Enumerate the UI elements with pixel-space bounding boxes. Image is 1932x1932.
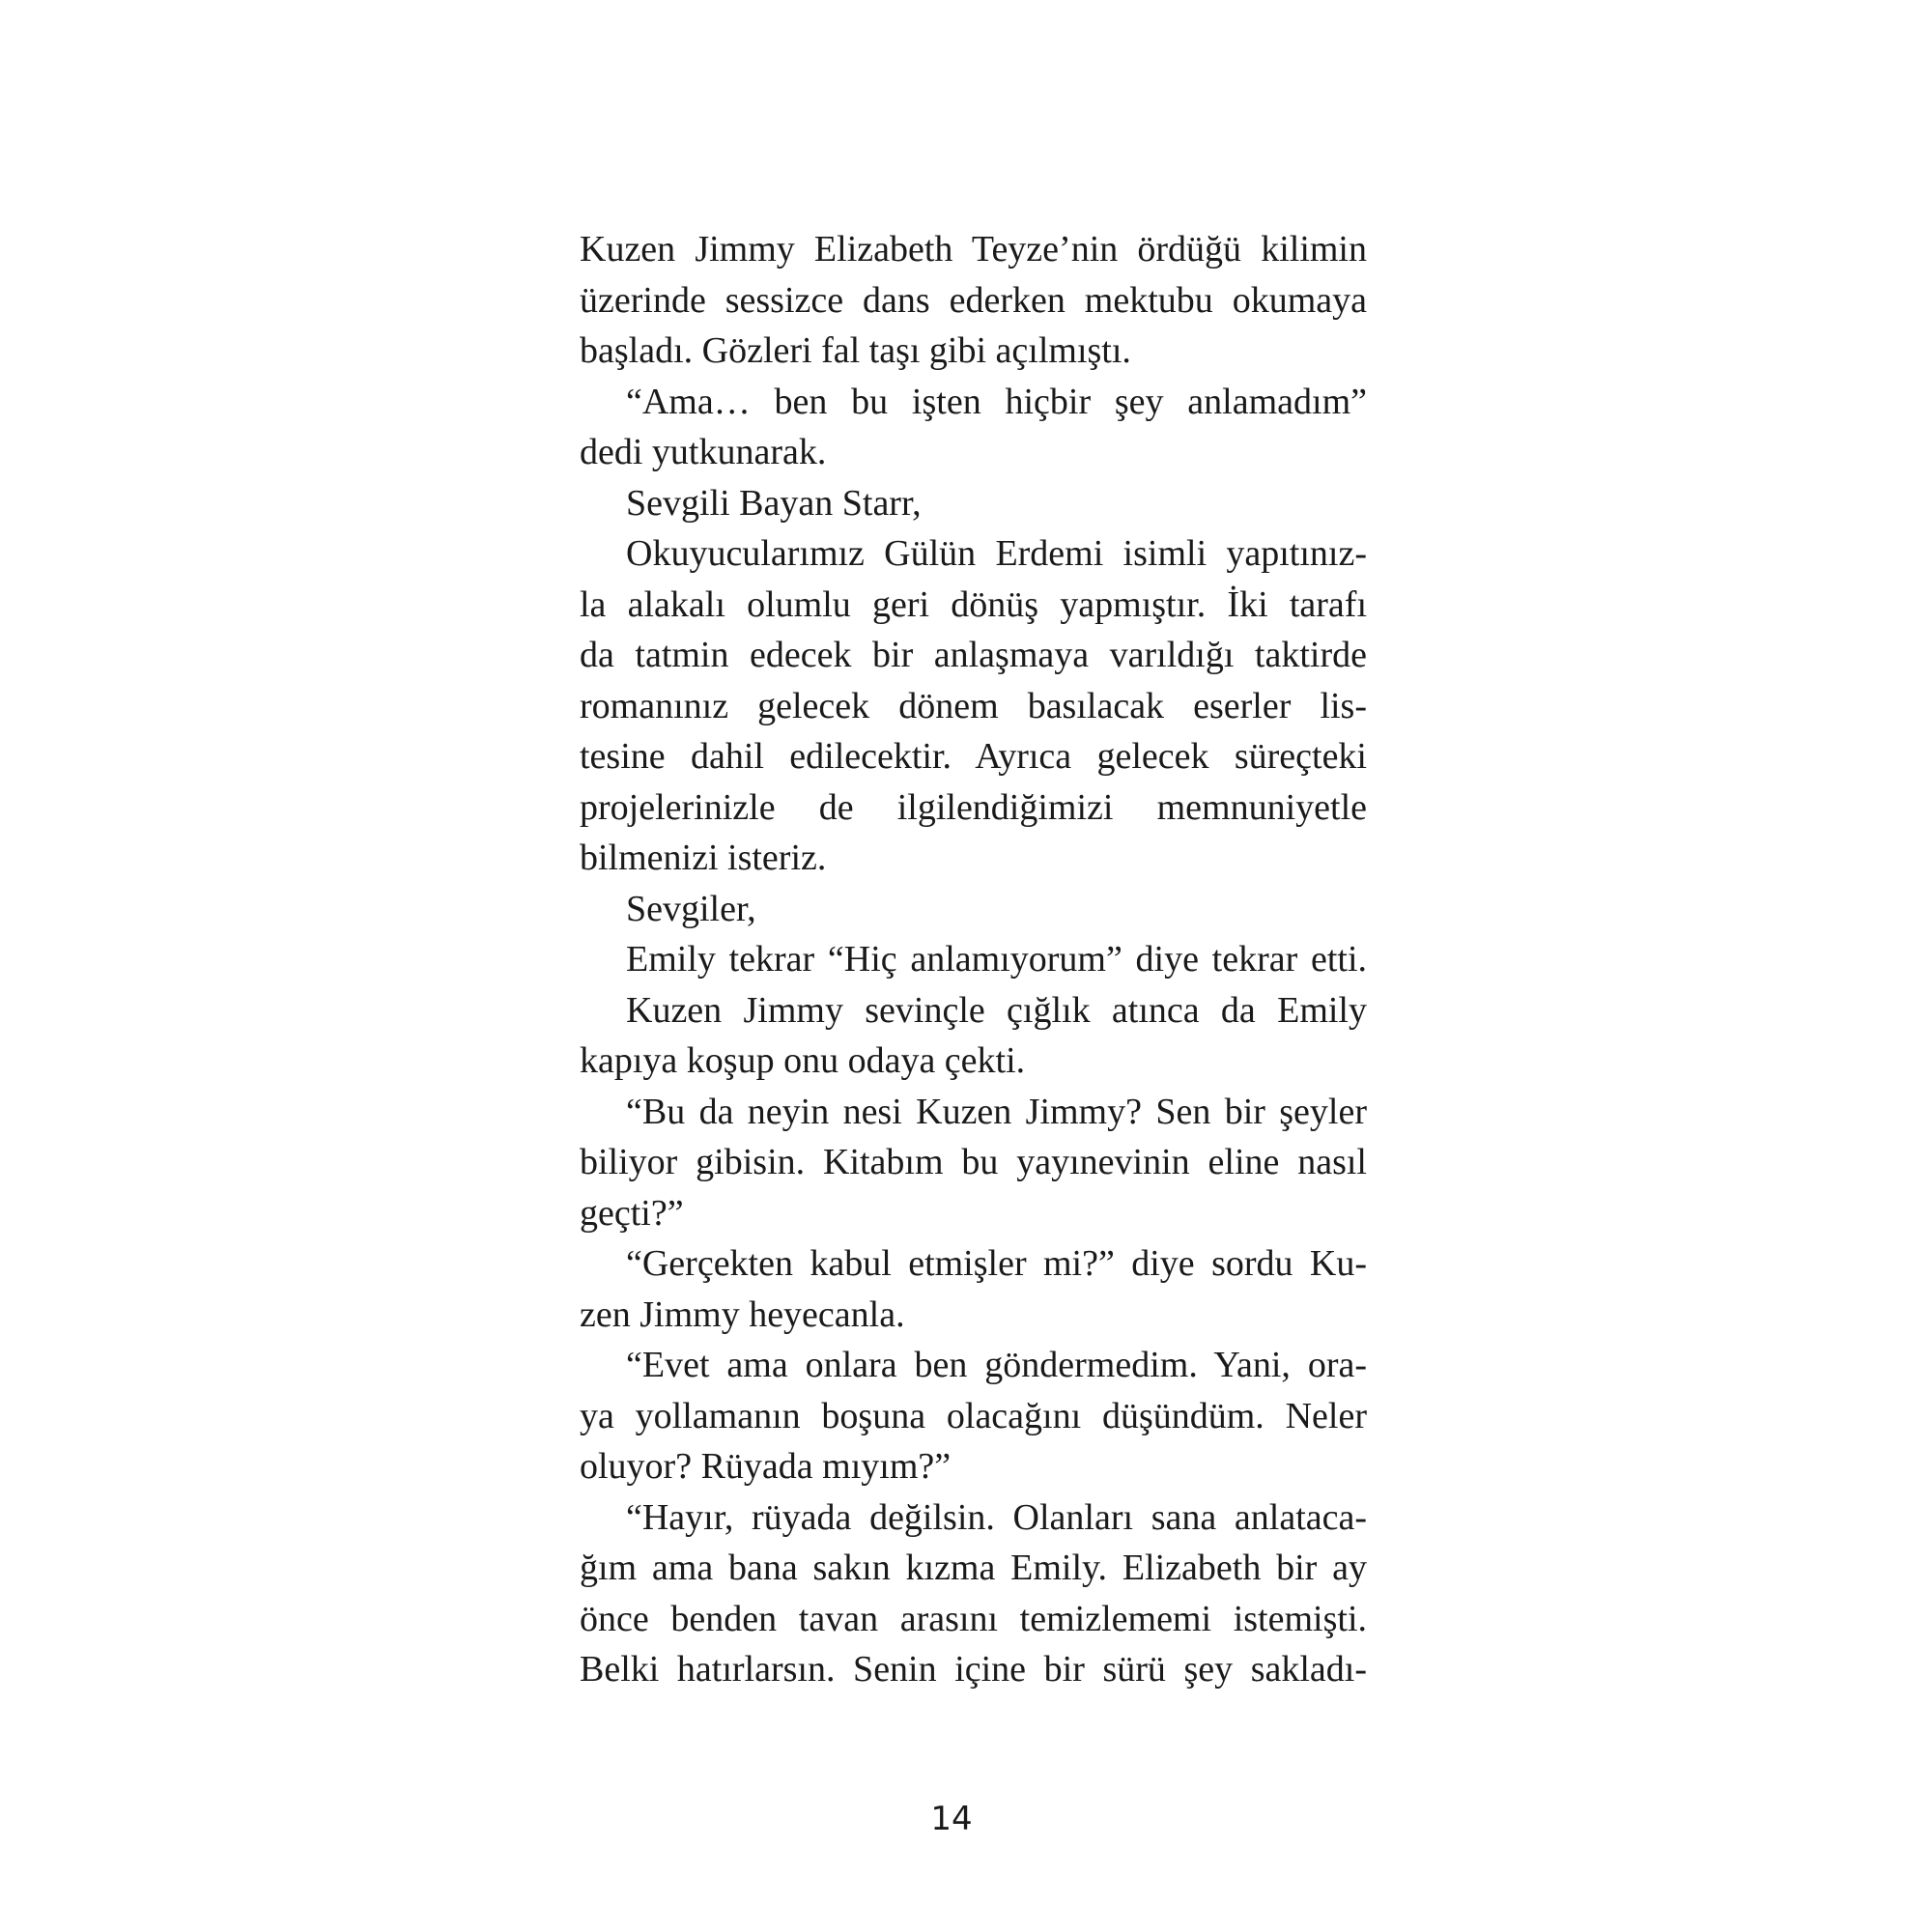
- page-number: 14: [930, 1800, 973, 1838]
- text-line: zen Jimmy heyecanla.: [580, 1293, 905, 1335]
- text-line: biliyor gibisin. Kitabım bu yayınevinin eline nasıl: [580, 1142, 1367, 1182]
- text-line: da tatmin edecek bir anlaşmaya varıldığı taktirde: [580, 635, 1367, 675]
- text-line: Sevgili Bayan Starr,: [626, 482, 922, 524]
- text-line: “Evet ama onlara ben göndermedim. Yani, ora-: [626, 1345, 1367, 1385]
- text-line: Okuyucularımız Gülün Erdemi isimli yapıtınız-: [626, 533, 1367, 574]
- text-line: dedi yutkunarak.: [580, 432, 827, 472]
- text-line: başladı. Gözleri fal taşı gibi açılmıştı.: [580, 330, 1131, 371]
- text-line: Belki hatırlarsın. Senin içine bir sürü şey sakladı-: [580, 1649, 1367, 1690]
- text-line: “Gerçekten kabul etmişler mi?” diye sordu Ku-: [626, 1243, 1367, 1284]
- text-line: la alakalı olumlu geri dönüş yapmıştır. İki tarafı: [580, 583, 1367, 625]
- text-line: tesine dahil edilecektir. Ayrıca gelecek süreçteki: [580, 736, 1367, 777]
- text-line: bilmenizi isteriz.: [580, 838, 827, 878]
- text-line: önce benden tavan arasını temizlememi istemişti.: [580, 1598, 1367, 1639]
- text-line: ğım ama bana sakın kızma Emily. Elizabeth bir ay: [580, 1548, 1367, 1588]
- text-line: ya yollamanın boşuna olacağını düşündüm. Neler: [580, 1395, 1367, 1436]
- text-line: projelerinizle de ilgilendiğimizi memnuniyetle: [580, 786, 1367, 828]
- text-line: Kuzen Jimmy Elizabeth Teyze’nin ördüğü kilimin: [580, 229, 1367, 270]
- text-line: romanınız gelecek dönem basılacak eserler lis-: [580, 685, 1367, 726]
- text-line: kapıya koşup onu odaya çekti.: [580, 1040, 1026, 1081]
- body-text: [580, 224, 1367, 1695]
- text-line: geçti?”: [580, 1192, 684, 1234]
- text-line: Emily tekrar “Hiç anlamıyorum” diye tekrar etti.: [626, 939, 1367, 980]
- text-line: “Hayır, rüyada değilsin. Olanları sana anlataca-: [626, 1496, 1367, 1538]
- text-line: oluyor? Rüyada mıyım?”: [580, 1446, 952, 1487]
- text-line: Sevgiler,: [626, 888, 756, 929]
- text-line: “Bu da neyin nesi Kuzen Jimmy? Sen bir şeyler: [626, 1091, 1367, 1132]
- text-line: “Ama… ben bu işten hiçbir şey anlamadım”: [626, 381, 1367, 422]
- text-line: Kuzen Jimmy sevinçle çığlık atınca da Emily: [626, 989, 1367, 1031]
- text-line: üzerinde sessizce dans ederken mektubu okumaya: [580, 279, 1367, 321]
